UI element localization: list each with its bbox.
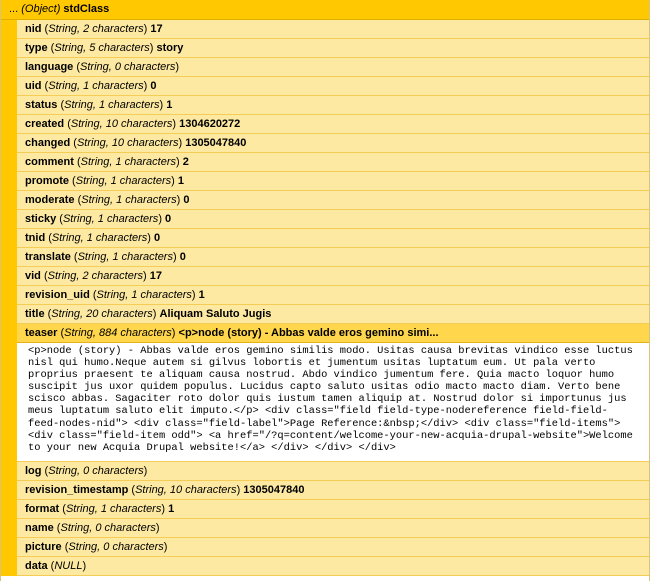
row-value: 1305047840 <box>185 137 247 149</box>
row-type: String, 1 characters <box>51 232 148 244</box>
row-type: String, 884 characters <box>64 327 172 339</box>
root-prefix: ... <box>9 3 19 15</box>
row-type[interactable]: type (String, 5 characters) story <box>17 39 649 58</box>
row-key: status <box>25 99 58 111</box>
row-key: tnid <box>25 232 46 244</box>
row-moderate[interactable]: moderate (String, 1 characters) 0 <box>17 191 649 210</box>
row-type: String, 1 characters <box>77 251 173 263</box>
row-key: log <box>25 464 42 477</box>
row-key: type <box>25 42 48 54</box>
teaser-full-preview <box>17 343 649 462</box>
children-list <box>17 20 649 576</box>
row-type: String, 0 characters <box>60 521 156 534</box>
row-key: translate <box>25 251 71 263</box>
row-promote[interactable]: promote (String, 1 characters) 1 <box>17 172 649 191</box>
object-children <box>1 20 649 576</box>
row-value: 1305047840 <box>243 483 305 496</box>
row-value: 0 <box>154 232 161 244</box>
row-key: created <box>25 118 65 130</box>
row-type: String, 1 characters <box>65 502 162 515</box>
row-tnid[interactable]: tnid (String, 1 characters) 0 <box>17 229 649 248</box>
row-key: moderate <box>25 194 75 206</box>
row-key: data <box>25 559 48 572</box>
row-value: 1 <box>166 99 173 111</box>
root-name: stdClass <box>63 3 110 15</box>
row-comment[interactable]: comment (String, 1 characters) 2 <box>17 153 649 172</box>
row-language[interactable]: language (String, 0 characters) <box>17 58 649 77</box>
teaser-full-text: <p>node (story) - Abbas valde eros gemino similis modo. Usitas causa brevitas vindico esse luctus nisl qui humo.Neque autem si gilvus lobortis et jumentum usitas luptatum eum. Ut pala verto proprius praesent te aliquam causa nostrud. Abdo vindico jumentum fere. Quia macto loquor humo suscipit jus uxor quidem populus. Lucidus capto saluto usitas odio macto macto diam. Verto bene scisco abbas. Sagaciter roto dolor quis iustum tamen aliquip at. Nostrud dolor si importunus jus meus luptatum saluto elit imputo.</p> <div class="field field-type-nodereference field-field-feed-nodes-nid"> <div class="field-label">Page Reference:&nbsp;</div> <div class="field-items"> <div class="field-item odd"> <a href="/?q=content/welcome-your-new-acquia-drupal-website">Welcome to your new Acquia Drupal website!</a> </div> </div> </div> <box>28 345 640 454</box>
row-revision-uid[interactable]: revision_uid (String, 1 characters) 1 <box>17 286 649 305</box>
root-type: (Object) <box>21 3 61 15</box>
row-value: 17 <box>150 23 163 35</box>
row-key: format <box>25 502 60 515</box>
row-value: 1 <box>177 175 184 187</box>
row-type: String, 10 characters <box>70 118 173 130</box>
row-value: story <box>156 42 184 54</box>
row-value: 0 <box>179 251 186 263</box>
row-uid[interactable]: uid (String, 1 characters) 0 <box>17 77 649 96</box>
row-value: 0 <box>183 194 190 206</box>
row-picture[interactable]: picture (String, 0 characters) <box>17 538 649 557</box>
row-key: nid <box>25 23 42 35</box>
row-key: sticky <box>25 213 57 225</box>
row-key: vid <box>25 270 41 282</box>
row-type: String, 0 characters <box>68 540 164 553</box>
row-data[interactable]: data (NULL) <box>17 557 649 576</box>
row-key: changed <box>25 137 71 149</box>
row-type: String, 2 characters <box>47 270 144 282</box>
row-type: String, 5 characters <box>54 42 150 54</box>
row-nid[interactable]: nid (String, 2 characters) 17 <box>17 20 649 39</box>
teaser-row[interactable]: teaser (String, 884 characters) <p>node (story) - Abbas valde eros gemino simi... <box>17 324 649 343</box>
row-value: 17 <box>149 270 162 282</box>
row-value: Aliquam Saluto Jugis <box>159 308 272 320</box>
row-key: title <box>25 308 45 320</box>
rows-bottom <box>17 462 649 576</box>
row-type: String, 0 characters <box>80 61 176 73</box>
row-value: <p>node (story) - Abbas valde eros gemino simi... <box>178 327 439 339</box>
row-type: String, 20 characters <box>51 308 153 320</box>
row-type: String, 1 characters <box>81 194 177 206</box>
row-value: 1 <box>168 502 175 515</box>
row-type: String, 10 characters <box>76 137 179 149</box>
row-value: 0 <box>165 213 172 225</box>
row-format[interactable]: format (String, 1 characters) 1 <box>17 500 649 519</box>
row-key: revision_uid <box>25 289 90 301</box>
row-revision-timestamp[interactable]: revision_timestamp (String, 10 characters) 1305047840 <box>17 481 649 500</box>
row-key: promote <box>25 175 69 187</box>
row-type: String, 0 characters <box>48 464 144 477</box>
row-value: 0 <box>150 80 157 92</box>
row-key: picture <box>25 540 62 553</box>
row-type: String, 1 characters <box>64 99 160 111</box>
row-key: comment <box>25 156 74 168</box>
row-type: String, 1 characters <box>48 80 144 92</box>
row-created[interactable]: created (String, 10 characters) 1304620272 <box>17 115 649 134</box>
row-key: name <box>25 521 54 534</box>
row-key: language <box>25 61 74 73</box>
row-type: NULL <box>54 559 83 572</box>
row-type: String, 10 characters <box>135 483 237 496</box>
root-object-row[interactable] <box>1 0 649 20</box>
row-value: 1304620272 <box>179 118 241 130</box>
row-type: String, 1 characters <box>80 156 177 168</box>
row-key: revision_timestamp <box>25 483 129 496</box>
row-title[interactable]: title (String, 20 characters) Aliquam Saluto Jugis <box>17 305 649 324</box>
row-name[interactable]: name (String, 0 characters) <box>17 519 649 538</box>
row-changed[interactable]: changed (String, 10 characters) 1305047840 <box>17 134 649 153</box>
row-value: 1 <box>198 289 205 301</box>
row-value: 2 <box>182 156 189 168</box>
row-translate[interactable]: translate (String, 1 characters) 0 <box>17 248 649 267</box>
row-type: String, 2 characters <box>48 23 144 35</box>
row-type: String, 1 characters <box>62 213 159 225</box>
row-type: String, 1 characters <box>75 175 172 187</box>
row-type: String, 1 characters <box>96 289 192 301</box>
row-key: uid <box>25 80 42 92</box>
row-status[interactable]: status (String, 1 characters) 1 <box>17 96 649 115</box>
row-sticky[interactable]: sticky (String, 1 characters) 0 <box>17 210 649 229</box>
row-key: teaser <box>25 327 58 339</box>
row-log[interactable]: log (String, 0 characters) <box>17 462 649 481</box>
row-vid[interactable]: vid (String, 2 characters) 17 <box>17 267 649 286</box>
rows-top <box>17 20 649 324</box>
nest-bar <box>1 20 17 576</box>
